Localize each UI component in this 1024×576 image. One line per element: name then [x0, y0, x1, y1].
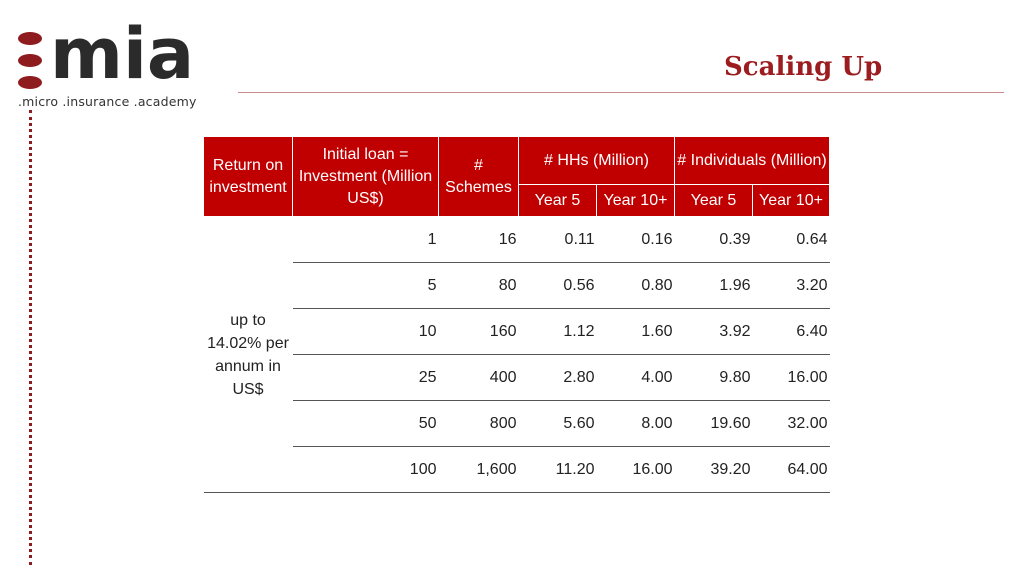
table-cell: 0.56	[519, 263, 597, 309]
table-cell: 0.80	[597, 263, 675, 309]
header-hhs: # HHs (Million)	[519, 137, 675, 185]
table-row	[204, 309, 830, 355]
table-cell: 160	[439, 309, 519, 355]
table-cell: 32.00	[753, 401, 830, 447]
table-cell: 0.64	[753, 217, 830, 263]
table-cell: 25	[293, 355, 439, 401]
table-cell: 6.40	[753, 309, 830, 355]
table-cell: 0.16	[597, 217, 675, 263]
table-row	[204, 447, 830, 493]
table-cell: 1.12	[519, 309, 597, 355]
table-cell: 5.60	[519, 401, 597, 447]
table-cell: 16.00	[753, 355, 830, 401]
header-initial-loan: Initial loan = Investment (Million US$)	[293, 137, 439, 217]
table-cell: 64.00	[753, 447, 830, 493]
table-cell: 1,600	[439, 447, 519, 493]
table-cell: 3.20	[753, 263, 830, 309]
decorative-dotted-line	[29, 110, 32, 565]
table-cell: 19.60	[675, 401, 753, 447]
table-cell: 11.20	[519, 447, 597, 493]
table-row	[204, 217, 830, 263]
table-cell: 2.80	[519, 355, 597, 401]
header-individuals-year10: Year 10+	[753, 185, 830, 217]
header-individuals-year5: Year 5	[675, 185, 753, 217]
table-cell: 400	[439, 355, 519, 401]
table-cell: 39.20	[675, 447, 753, 493]
table-cell: 5	[293, 263, 439, 309]
table-cell: 0.39	[675, 217, 753, 263]
header-hhs-year10: Year 10+	[597, 185, 675, 217]
table-cell: 1	[293, 217, 439, 263]
table-cell: 1.60	[597, 309, 675, 355]
table-cell: 3.92	[675, 309, 753, 355]
header-schemes: # Schemes	[439, 137, 519, 217]
table-cell: 9.80	[675, 355, 753, 401]
table-body	[204, 217, 830, 493]
table-cell: 16	[439, 217, 519, 263]
table-cell: 8.00	[597, 401, 675, 447]
logo-tagline: .micro .insurance .academy	[18, 94, 197, 109]
logo-dots	[18, 32, 42, 90]
header-hhs-year5: Year 5	[519, 185, 597, 217]
title-divider	[238, 92, 1004, 93]
table-row	[204, 401, 830, 447]
table-row	[204, 355, 830, 401]
table-cell: 100	[293, 447, 439, 493]
header-individuals: # Individuals (Million)	[675, 137, 830, 185]
header-return-on-investment: Return on investment	[204, 137, 293, 217]
slide-title: Scaling Up	[724, 52, 883, 82]
table-cell: 50	[293, 401, 439, 447]
logo-dot	[18, 32, 42, 45]
scaling-table	[203, 136, 830, 493]
logo-dot	[18, 76, 42, 89]
table-cell: 0.11	[519, 217, 597, 263]
table-cell: 10	[293, 309, 439, 355]
table-cell: 4.00	[597, 355, 675, 401]
table-cell: 800	[439, 401, 519, 447]
logo-wordmark: mia	[50, 13, 195, 95]
logo-dot	[18, 54, 42, 67]
roi-value: up to 14.02% per annum in US$	[204, 217, 293, 493]
table-row	[204, 263, 830, 309]
table-cell: 1.96	[675, 263, 753, 309]
table-cell: 16.00	[597, 447, 675, 493]
table-cell: 80	[439, 263, 519, 309]
